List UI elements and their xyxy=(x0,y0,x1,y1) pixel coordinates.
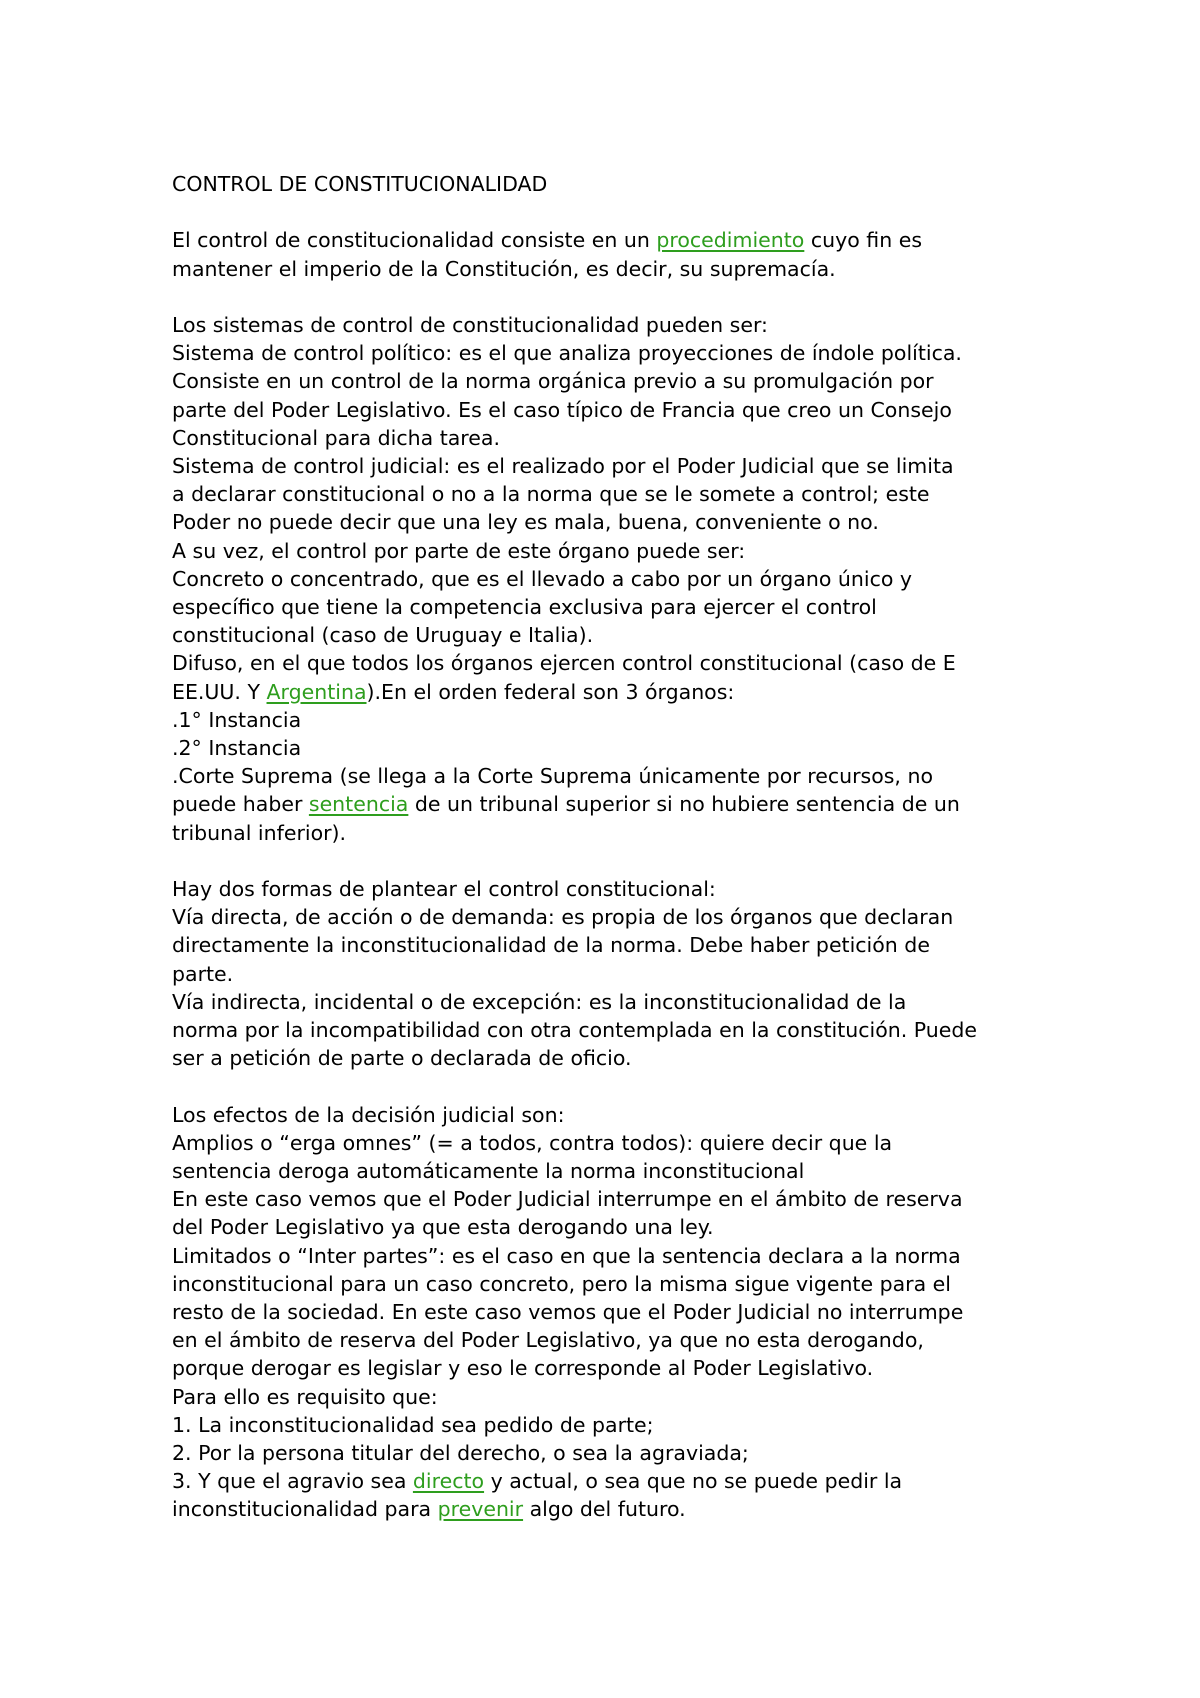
document-title: CONTROL DE CONSTITUCIONALIDAD xyxy=(172,172,548,196)
paragraph-line: Poder no puede decir que una ley es mala, buena, conveniente o no. xyxy=(172,510,879,535)
text-run: El control de constitucionalidad consiste en un xyxy=(172,228,657,253)
paragraph-line: del Poder Legislativo ya que esta derogando una ley. xyxy=(172,1215,714,1240)
paragraph-line: resto de la sociedad. En este caso vemos que el Poder Judicial no interrumpe xyxy=(172,1300,964,1325)
paragraph-line: norma por la incompatibilidad con otra contemplada en la constitución. Puede xyxy=(172,1018,978,1043)
paragraph-line: 1. La inconstitucionalidad sea pedido de parte; xyxy=(172,1412,654,1437)
paragraph-line: directamente la inconstitucionalidad de la norma. Debe haber petición de xyxy=(172,933,930,958)
paragraph-line: Amplios o “erga omnes” (= a todos, contra todos): quiere decir que la xyxy=(172,1130,893,1155)
paragraph-line: Concreto o concentrado, que es el llevado a cabo por un órgano único y xyxy=(172,566,913,591)
paragraph-line: constitucional (caso de Uruguay e Italia). xyxy=(172,623,594,648)
link-directo[interactable]: directo xyxy=(412,1469,485,1494)
paragraph-line: .2° Instancia xyxy=(172,736,302,761)
paragraph-line: Para ello es requisito que: xyxy=(172,1384,438,1409)
paragraph-line: 2. Por la persona titular del derecho, o sea la agraviada; xyxy=(172,1441,749,1466)
paragraph-line: A su vez, el control por parte de este órgano puede ser: xyxy=(172,538,746,563)
link-procedimiento[interactable]: procedimiento xyxy=(656,228,805,253)
paragraph-line: Consiste en un control de la norma orgánica previo a su promulgación por xyxy=(172,369,934,394)
text-run: puede haber xyxy=(172,792,309,817)
paragraph-line: En este caso vemos que el Poder Judicial interrumpe en el ámbito de reserva xyxy=(172,1187,963,1212)
paragraph-line: en el ámbito de reserva del Poder Legislativo, ya que no esta derogando, xyxy=(172,1328,924,1353)
paragraph-line: Difuso, en el que todos los órganos ejercen control constitucional (caso de E xyxy=(172,651,956,676)
text-run: EE.UU. Y xyxy=(172,679,267,704)
paragraph-line: tribunal inferior). xyxy=(172,820,347,845)
paragraph-line: parte. xyxy=(172,961,234,986)
paragraph-gap xyxy=(172,847,1052,875)
text-run: 3. Y que el agravio sea xyxy=(172,1469,413,1494)
paragraph-line xyxy=(172,1495,1052,1523)
paragraph-line: específico que tiene la competencia exclusiva para ejercer el control xyxy=(172,595,877,620)
paragraph-line: a declarar constitucional o no a la norma que se le somete a control; este xyxy=(172,482,930,507)
link-prevenir[interactable]: prevenir xyxy=(437,1497,524,1522)
text-run: cuyo fin es xyxy=(804,228,923,253)
paragraph-line: mantener el imperio de la Constitución, es decir, su supremacía. xyxy=(172,256,836,281)
text-run: de un tribunal superior si no hubiere sentencia de un xyxy=(408,792,960,817)
paragraph-gap xyxy=(172,283,1052,311)
text-run: inconstitucionalidad para xyxy=(172,1497,438,1522)
paragraph-line xyxy=(172,678,1052,706)
document-body xyxy=(172,170,1052,1524)
paragraph-line: Vía indirecta, incidental o de excepción: es la inconstitucionalidad de la xyxy=(172,989,907,1014)
text-run: algo del futuro. xyxy=(523,1497,686,1522)
paragraph-line: Los sistemas de control de constitucionalidad pueden ser: xyxy=(172,312,768,337)
paragraph-line: ser a petición de parte o declarada de oficio. xyxy=(172,1046,632,1071)
paragraph-line: porque derogar es legislar y eso le corresponde al Poder Legislativo. xyxy=(172,1356,874,1381)
paragraph-line: inconstitucional para un caso concreto, pero la misma sigue vigente para el xyxy=(172,1271,951,1296)
paragraph-line xyxy=(172,790,1052,818)
paragraph-line: Vía directa, de acción o de demanda: es propia de los órganos que declaran xyxy=(172,905,954,930)
paragraph-line: .Corte Suprema (se llega a la Corte Suprema únicamente por recursos, no xyxy=(172,764,933,789)
paragraph-line: Limitados o “Inter partes”: es el caso en que la sentencia declara a la norma xyxy=(172,1243,961,1268)
link-sentencia[interactable]: sentencia xyxy=(308,792,409,817)
paragraph-gap xyxy=(172,198,1052,226)
paragraph-line: sentencia deroga automáticamente la norma inconstitucional xyxy=(172,1159,805,1184)
paragraph-line: Los efectos de la decisión judicial son: xyxy=(172,1102,565,1127)
text-run: y actual, o sea que no se puede pedir la xyxy=(484,1469,903,1494)
paragraph-line: Constitucional para dicha tarea. xyxy=(172,425,500,450)
paragraph-line xyxy=(172,1467,1052,1495)
paragraph-line: Sistema de control judicial: es el realizado por el Poder Judicial que se limita xyxy=(172,454,954,478)
paragraph-line xyxy=(172,226,1052,254)
link-argentina[interactable]: Argentina xyxy=(266,679,367,704)
text-run: ).En el orden federal son 3 órganos: xyxy=(366,679,735,704)
paragraph-gap xyxy=(172,1072,1052,1100)
paragraph-line: Sistema de control político: es el que analiza proyecciones de índole política. xyxy=(172,341,962,366)
paragraph-line: .1° Instancia xyxy=(172,707,302,732)
paragraph-line: Hay dos formas de plantear el control constitucional: xyxy=(172,877,716,902)
paragraph-line: parte del Poder Legislativo. Es el caso típico de Francia que creo un Consejo xyxy=(172,397,952,422)
